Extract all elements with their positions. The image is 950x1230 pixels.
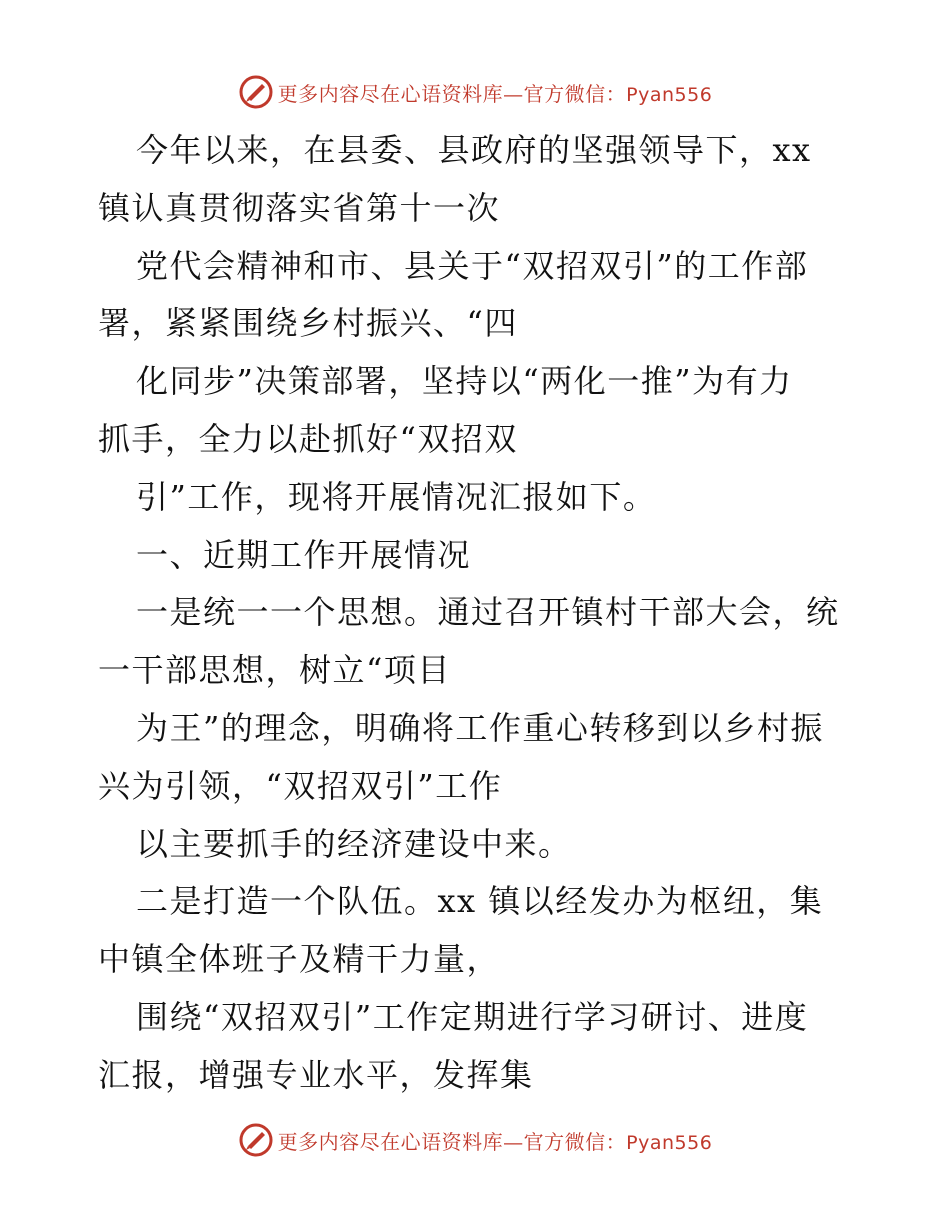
body-line: 今年以来，在县委、县政府的坚强领导下，xx (136, 131, 812, 169)
body-line: 抓手，全力以赴抓好“双招双 (98, 419, 518, 458)
document-body (98, 122, 858, 1105)
section-heading: 一、近期工作开展情况 (136, 535, 472, 574)
header-banner-text: 更多内容尽在心语资料库—官方微信：Pyan556 (277, 81, 713, 106)
body-line: 化同步”决策部署，坚持以“两化一推”为有力 (136, 362, 793, 401)
body-line: 汇报，增强专业水平，发挥集 (98, 1055, 534, 1094)
footer-banner (0, 1118, 950, 1162)
body-line: 党代会精神和市、县关于“双招双引”的工作部 (136, 246, 809, 285)
body-line: 署，紧紧围绕乡村振兴、“四 (98, 304, 518, 343)
body-line: 围绕“双招双引”工作定期进行学习研讨、进度 (136, 997, 809, 1036)
body-line: 一是统一一个思想。通过召开镇村干部大会，统 (136, 593, 840, 632)
body-line: 引”工作，现将开展情况汇报如下。 (136, 477, 657, 516)
body-line: 以主要抓手的经济建设中来。 (136, 824, 572, 863)
body-line: 中镇全体班子及精干力量， (98, 940, 501, 979)
brand-logo-icon (238, 74, 274, 110)
body-line: 二是打造一个队伍。xx 镇以经发办为枢纽，集 (136, 882, 824, 921)
brand-logo-icon (238, 1122, 274, 1158)
header-banner (0, 70, 950, 114)
body-line: 兴为引领，“双招双引”工作 (98, 766, 503, 805)
body-line: 镇认真贯彻落实省第十一次 (98, 188, 501, 227)
body-line: 为王”的理念，明确将工作重心转移到以乡村振 (136, 708, 824, 747)
footer-banner-text: 更多内容尽在心语资料库—官方微信：Pyan556 (277, 1129, 713, 1154)
body-line: 一干部思想，树立“项目 (98, 651, 451, 690)
